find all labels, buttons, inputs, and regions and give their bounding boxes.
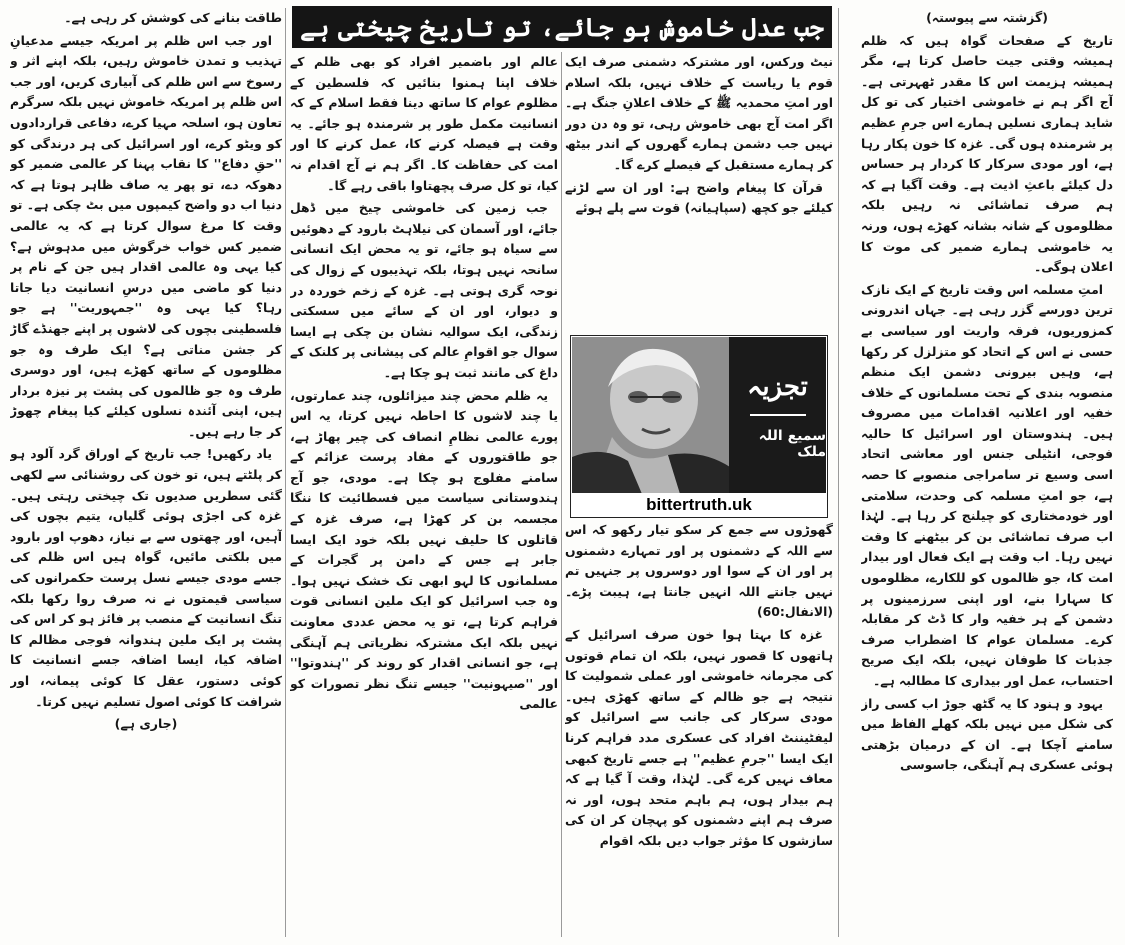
article-column-3 (290, 52, 558, 939)
paragraph: نیٹ ورکس، اور مشترکہ دشمنی صرف ایک قوم یا ریاست کے خلاف نہیں، بلکہ اسلام اور امتِ محمدیہ ﷺ کے خلاف اعلانِ جنگ ہے۔ اگر امت آج بھی خاموش رہی، تو وہ دن دور نہیں جب دشمن ہمارے گھروں کے اندر بیٹھ کر ہمارے مستقبل کے فیصلے کرے گا۔ (565, 54, 833, 172)
paragraph: غزہ کا بہتا ہوا خون صرف اسرائیل کے ہاتھوں کا قصور نہیں، بلکہ ان تمام قوتوں کی مجرمانہ خاموشی اور عملی شمولیت کا نتیجہ ہے جو ظالم کے ساتھ کھڑی ہیں۔ مودی سرکار کی جانب سے اسرائیل کو لیفٹیننٹ افراد کی عسکری مدد فراہم کرنا ایک ایسا ''جرمِ عظیم'' ہے جسے تاریخ کبھی معاف نہیں کرے گی۔ لہٰذا، وقت آ گیا ہے کہ ہم بیدار ہوں، ہم باہم متحد ہوں، اور نہ صرف ہم اپنے دشمنوں کو پہچان کر ان کی سازشوں کا مؤثر جواب دیں بلکہ اقوام (565, 626, 833, 848)
headline: جب عدل خاموش ہو جائے، تو تاریخ چیختی ہے (292, 6, 832, 48)
paragraph: امتِ مسلمہ اس وقت تاریخ کے ایک نازک ترین دورسے گزر رہی ہے۔ جہاں اندرونی کمزوریوں، فرقہ واریت اور سیاسی بے حسی نے اس کے اتحاد کو متزلزل کر رکھا ہے، وہیں بیرونی دشمن ایک منظم منصوبہ بندی کے تحت مسلمانوں کے خلاف خفیہ اور اعلانیہ اقدامات میں مصروف ہیں۔ ہندوستان اور اسرائیل کا حالیہ فوجی، انٹیلی جنس اور معاشی اتحاد اسی وسیع تر سامراجی منصوبے کا حصہ ہے، جو امتِ مسلمہ کی وحدت، سلامتی اور خودمختاری کو چیلنج کر رہا ہے۔ لہٰذا اب صرف تماشائی بن کر بیٹھنے کا وقت نہیں رہا۔ اب وقت ہے ایک فعال اور بیدار امت کا، جو ظالموں کو للکارے، مظلوموں کا سہارا بنے، اور اپنی سرزمینوں پر دشمن کے ہر خفیہ وار کا ڈٹ کر مقابلہ کرے۔ مسلمان عوام کا اضطراب صرف جذبات کا طوفان نہیں، بلکہ ایک صریح احتساب، عمل اور بیداری کا مطالبہ ہے۔ (861, 281, 1113, 688)
column-rule (838, 8, 839, 937)
paragraph: جب زمین کی خاموشی چیخ میں ڈھل جائے، اور آسمان کی نیلاہٹ بارود کے دھوئیں سے سیاہ ہو جائے، تو یہ محض ایک انسانی سانحہ نہیں ہوتا، بلکہ تہذیبوں کے زوال کی نوحہ گری ہوتی ہے۔ غزہ کے زخم خوردہ در و دیوار، اور ان کے سائے میں سسکتی زندگی، ایک سوالیہ نشان بن چکی ہے ایسا سوال جو اقوامِ عالم کی پیشانی پر کلنک کے داغ کی مانند ثبت ہو چکا ہے۔ (290, 200, 558, 380)
column-tag (729, 337, 826, 494)
author-photo (572, 337, 730, 494)
paragraph: اور جب اس ظلم پر امریکہ جیسے مدعیانِ تہذیب و تمدن خاموش رہیں، بلکہ اپنے اثر و رسوخ سے اس ظلم کی آبیاری کریں، اور جب اس ظلم پر امریکہ خاموش نہیں بلکہ سرگرم تعاون ہو، اسلحہ مہیا کرے، دفاعی قراردادوں کو ویٹو کرے، اور اسرائیل کی ہر درندگی کو ''حقِ دفاع'' کا نقاب پہنا کر عالمی ضمیر کو دھوکہ دے، تو پھر یہ صاف ظاہر ہوتا ہے کہ دنیا اب دو واضح کیمپوں میں بٹ چکی ہے۔ تو وقت کا مرغ سوال کرتا ہے کہ یہ عالمی ضمیر کس خواب خرگوش میں مدہوش ہے؟ کیا یہی وہ عالمی اقدار ہیں جن کے نام پر دنیا کو ماضی میں درسِ انسانیت دیا جاتا رہا؟ کیا یہی وہ ''جمہوریت'' ہے جو فلسطینی بچوں کی لاشوں پر اپنے جھنڈے گاڑ کر جشن مناتی ہے؟ ایک طرف وہ جو مظلوموں کے ساتھ کھڑے ہیں، اور دوسری طرف وہ جو ظالموں کی پشت پر نیزہ بردار ہیں، اپنی آئندہ نسلوں کیلئے کیا پیغام چھوڑ کر جا رہے ہیں۔ (10, 32, 282, 439)
paragraph: قرآن کا پیغام واضح ہے: اور ان سے لڑنے کیلئے جو کچھ (سپاہیانہ) قوت سے پلے ہوئے (565, 179, 833, 216)
column-2-bottom (565, 520, 833, 852)
column-rule (561, 52, 562, 937)
paragraph: عالم اور باضمیر افراد کو بھی ظلم کے خلاف اپنا ہمنوا بنائیں کہ فلسطین کے مظلوم عوام کا ساتھ دینا فقط اسلام کے کہ انسانیت مکمل طور پر شرمندہ ہو جائے۔ یہ وقت ہے فیصلہ کرنے کا، عمل کرنے کا اور امت کی حفاظت کا۔ اگر ہم نے آج اقدام نہ کیا، تو کل صرف پچھتاوا باقی رہے گا۔ (290, 54, 558, 193)
column-rule (285, 8, 286, 937)
website-url: bittertruth.uk (571, 493, 827, 517)
paragraph: یہ ظلم محض چند میزائلوں، چند عمارتوں، یا چند لاشوں کا احاطہ نہیں کرتا، یہ اس پورے عالمی نظامِ انصاف کی چیر پھاڑ ہے، جو طاقتوروں کے مفاد پرست عزائم کے سامنے مفلوج ہو چکا ہے۔ مودی، جو آج ہندوستانی سیاست میں فسطائیت کا ننگا مجسمہ بن کر کھڑا ہے، صرف غزہ کے قاتلوں کا حلیف نہیں بلکہ خود ایک ایسا جابر ہے جس کے دامن پر گجرات کے مسلمانوں کا لہو ابھی تک خشک نہیں ہوا۔ وہ جب اسرائیل کو ایک ملین انسانی قوت فراہم کرتا ہے، تو یہ محض عددی معاونت نہیں بلکہ ایک مشترکہ نظریاتی ہم آہنگی ہے، جو انسانی اقدار کو روند کر ''ہندوتوا'' اور ''صیہونیت'' جیسے تنگ نظر تصورات کو عالمی (290, 387, 558, 712)
paragraph: طاقت بنانے کی کوشش کر رہی ہے۔ (64, 10, 282, 25)
paragraph: تاریخ کے صفحات گواہ ہیں کہ ظلم ہمیشہ وقتی جیت حاصل کرتا ہے، مگر ہمیشہ ہزیمت اس کا مقدر ٹھہرتی ہے۔ آج اگر ہم نے خاموشی اختیار کی تو کل شاید ہماری نسلیں ہمارے اس جرمِ عظیم پر شرمندہ ہوں گی۔ غزہ کا خون پکار رہا ہے، اور مودی سرکار کا کردار ہر حساس دل کیلئے باعثِ اذیت ہے۔ وقت آگیا ہے کہ ہم صرف تماشائی نہ رہیں بلکہ مظلوموں کے شانہ بشانہ کھڑے ہوں، ورنہ یہ خاموشی ہمارے ضمیر کی موت کا اعلان ہوگی۔ (861, 32, 1113, 275)
continued-kicker: (گزشتہ سے پیوستہ) (926, 10, 1048, 25)
column-2-top (565, 52, 833, 330)
paragraph: یاد رکھیں! جب تاریخ کے اوراق گرد آلود ہو کر پلٹتے ہیں، تو خون کی روشنائی سے لکھی گئی سطریں صدیوں تک چیختی رہتی ہیں۔ غزہ کی اجڑی ہوئی گلیاں، یتیم بچوں کی آہیں، اور چھتوں سے بے نیاز، دھوپ اور بارود میں بلکتی مائیں، گواہ ہیں اس ظلم کی جسے مودی جیسے نسل پرست حکمرانوں کی سیاسی قیمتوں نے نہ صرف روا رکھا بلکہ تنگ انسانیت کے منصب پر فائز ہو کر اس کی پشت پر ایک ملین ہندوانہ فوجی مظالم کا اضافہ کیا، ایسا اضافہ جسے انسانیت کا کوئی دستور، عقل کا کوئی پیمانہ، اور شرافت کا کوئی اصول تسلیم نہیں کرتا۔ (10, 446, 282, 709)
author-portrait-icon (572, 337, 730, 494)
paragraph: یہود و ہنود کا یہ گٹھ جوڑ اب کسی راز کی شکل میں نہیں بلکہ کھلے الفاظ میں سامنے آچکا ہے۔ ان کے درمیان بڑھتی ہوئی عسکری ہم آہنگی، جاسوسی (861, 695, 1113, 773)
article-column-4 (10, 8, 282, 939)
divider (750, 414, 806, 416)
author-name: سمیع اللہ ملک (758, 427, 826, 460)
column-title: تجزیہ (747, 371, 808, 402)
article-column-1 (861, 8, 1113, 939)
quran-quote: گھوڑوں سے جمع کر سکو تیار رکھو کہ اس سے اللہ کے دشمنوں پر اور تمہارے دشمنوں پر اور ان کے سوا اور دوسروں پر جنہیں تم نہیں جانتے اللہ انہیں جانتا ہے، ہیبت پڑے۔ (الانفال:60) (565, 522, 833, 620)
columnist-box (570, 335, 828, 518)
continued-footer: (جاری ہے) (114, 716, 178, 732)
